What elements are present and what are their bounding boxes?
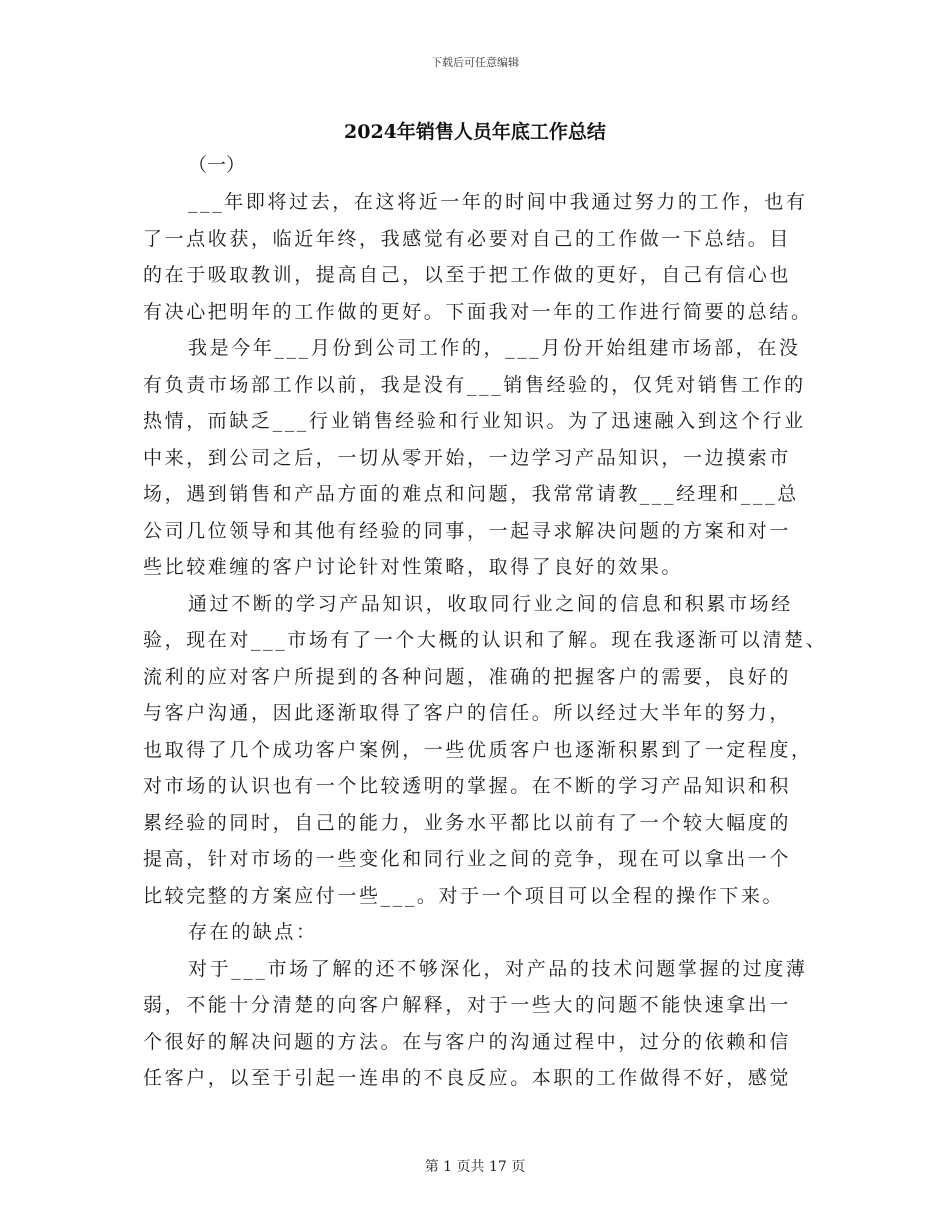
paragraph-line: 与客户沟通，因此逐渐取得了客户的信任。所以经过大半年的努力，	[143, 702, 792, 724]
paragraph-line: 个很好的解决问题的方法。在与客户的沟通过程中，过分的依赖和信	[143, 1030, 792, 1053]
paragraph-line: 对于___市场了解的还不够深化，对产品的技术问题掌握的过度薄	[188, 957, 808, 980]
paragraph-line: 流利的应对客户所提到的各种问题，准确的把握客户的需要，良好的	[143, 665, 792, 688]
header-note: 下载后可任意编辑	[431, 56, 519, 69]
section-label: （一）	[188, 154, 246, 176]
paragraph-line: 对市场的认识也有一个比较透明的掌握。在不断的学习产品知识和积	[143, 775, 792, 797]
paragraph-line: 公司几位领导和其他有经验的同事，一起寻求解决问题的方案和对一	[143, 519, 792, 542]
subheading-line: 存在的缺点：	[188, 921, 318, 943]
paragraph-line: 弱，不能十分清楚的向客户解释，对于一些大的问题不能快速拿出一	[143, 994, 792, 1016]
paragraph-line: ___年即将过去，在这将近一年的时间中我通过努力的工作，也有	[188, 191, 808, 213]
paragraph-line: 热情，而缺乏___行业销售经验和行业知识。为了迅速融入到这个行业	[143, 410, 806, 432]
paragraph-line: 场，遇到销售和产品方面的难点和问题，我常常请教___经理和___总	[143, 483, 799, 505]
paragraph-line: 的在于吸取教训，提高自己，以至于把工作做的更好，自己有信心也	[143, 264, 792, 286]
paragraph-line: 些比较难缠的客户讨论针对性策略，取得了良好的效果。	[143, 556, 684, 578]
paragraph-line: 我是今年___月份到公司工作的，___月份开始组建市场部，在没	[188, 337, 801, 359]
paragraph-line: 验，现在对___市场有了一个大概的认识和了解。现在我逐渐可以清楚、	[143, 629, 828, 651]
page-number-footer: 第 1 页共 17 页	[424, 1159, 526, 1175]
paragraph-line: 有决心把明年的工作做的更好。下面我对一年的工作进行简要的总结。	[143, 300, 813, 323]
paragraph-line: 比较完整的方案应付一些___。对于一个项目可以全程的操作下来。	[143, 884, 785, 907]
paragraph-line: 中来，到公司之后，一切从零开始，一边学习产品知识，一边摸索市	[143, 446, 792, 469]
paragraph-line: 通过不断的学习产品知识，收取同行业之间的信息和积累市场经	[188, 592, 793, 615]
paragraph-line: 累经验的同时，自己的能力，业务水平都比以前有了一个较大幅度的	[143, 811, 792, 834]
paragraph-line: 有负责市场部工作以前，我是没有___销售经验的，仅凭对销售工作的	[143, 373, 806, 396]
document-title: 2024年销售人员年底工作总结	[344, 121, 606, 143]
document-body	[143, 184, 833, 1097]
paragraph-line: 提高，针对市场的一些变化和同行业之间的竞争，现在可以拿出一个	[143, 848, 792, 870]
paragraph-line: 也取得了几个成功客户案例，一些优质客户也逐渐积累到了一定程度，	[143, 738, 813, 761]
paragraph-line: 了一点收获，临近年终，我感觉有必要对自己的工作做一下总结。目	[143, 227, 792, 250]
paragraph-line: 任客户，以至于引起一连串的不良反应。本职的工作做得不好，感觉	[143, 1067, 792, 1089]
